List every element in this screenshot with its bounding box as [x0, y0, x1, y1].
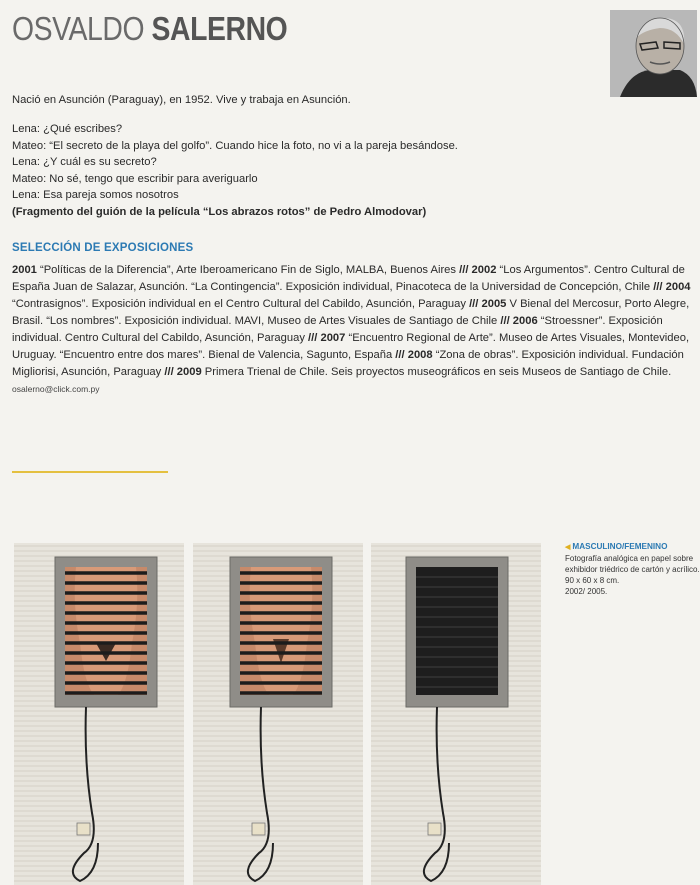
exhibition-year: 2006: [512, 315, 538, 327]
exhibition-year: 2007: [320, 332, 346, 344]
separator: ///: [459, 264, 469, 276]
dialog-line: Lena: ¿Qué escribes?: [12, 123, 123, 135]
exhibition-year: 2005: [481, 298, 507, 310]
artwork-caption: [565, 541, 700, 597]
exhibition-text: “Zona de obras”. Exposición individual. Fundación Migliorisi, Asunción, Paraguay: [12, 349, 684, 378]
separator: ///: [653, 281, 663, 293]
exhibition-year: 2001: [12, 264, 37, 276]
caption-line: Fotografía analógica en papel sobre: [565, 554, 694, 563]
film-dialog: [12, 121, 458, 220]
separator: ///: [164, 366, 174, 378]
exhibitions-list: [12, 262, 696, 381]
exhibition-year: 2008: [407, 349, 433, 361]
artist-portrait: [610, 10, 697, 97]
exhibition-text: “Contrasignos”. Exposición individual en el Centro Cultural del Cabildo, Asunción, Paraguay: [12, 298, 470, 310]
dialog-source: (Fragmento del guión de la película “Los abrazos rotos” de Pedro Almodovar): [12, 205, 427, 218]
dialog-line: Mateo: “El secreto de la playa del golfo”. Cuando hice la foto, no vi a la pareja besándose.: [12, 139, 458, 152]
artwork-photo-3: [371, 543, 541, 885]
exhibition-text: Primera Trienal de Chile. Seis proyectos museográficos en seis Museos de Santiago de Chile.: [201, 366, 672, 378]
exhibition-text: “Encuentro Regional de Arte”. Museo de Artes Visuales, Montevideo, Uruguay. “Encuentro entre dos mares”. Bienal de Valencia, Sagunto, España: [12, 332, 690, 361]
exhibition-text: V Bienal del Mercosur, Porto Alegre, Brasil. “Los nombres”. Exposición individual. MAVI, Museo de Artes Visuales de Santiago de Chile: [12, 298, 690, 327]
separator: ///: [469, 298, 479, 310]
exhibition-year: 2009: [176, 366, 202, 378]
artwork-photo-2: [193, 543, 363, 885]
separator: ///: [308, 332, 318, 344]
exhibition-text: “Stroessner”. Exposición individual. Centro Cultural del Cabildo, Asunción, Paraguay: [12, 315, 663, 344]
exhibition-year: 2002: [471, 264, 497, 276]
section-divider: [12, 471, 168, 473]
artist-name: [12, 10, 287, 48]
separator: ///: [395, 349, 405, 361]
caption-line: 2002/ 2005.: [565, 587, 608, 596]
artist-first-name: OSVALDO: [12, 10, 152, 47]
exhibitions-heading: SELECCIÓN DE EXPOSICIONES: [12, 242, 194, 254]
artist-last-name: SALERNO: [151, 10, 288, 47]
artwork-title: ◀ MASCULINO/FEMENINO: [565, 541, 700, 553]
exhibition-text: “Los Argumentos”. Centro Cultural de España Juan de Salazar, Asunción. “La Contingencia”. Exposición individual, Pinacoteca de la Universidad de Concepción, Chile: [12, 264, 685, 293]
artwork-photo-1: [14, 543, 184, 885]
contact-email[interactable]: osalerno@click.com.py: [12, 384, 100, 394]
caption-line: 90 x 60 x 8 cm.: [565, 576, 620, 585]
dialog-line: Lena: Esa pareja somos nosotros: [12, 189, 179, 201]
separator: ///: [500, 315, 510, 327]
dialog-line: Mateo: No sé, tengo que escribir para averiguarlo: [12, 172, 258, 185]
dialog-line: Lena: ¿Y cuál es su secreto?: [12, 156, 157, 168]
exhibition-year: 2004: [665, 281, 691, 293]
artist-bio: Nació en Asunción (Paraguay), en 1952. Vive y trabaja en Asunción.: [12, 94, 351, 106]
exhibition-text: “Políticas de la Diferencia”, Arte Iberoamericano Fin de Siglo, MALBA, Buenos Aires: [36, 264, 460, 276]
caption-line: exhibidor triédrico de cartón y acrílico.: [565, 565, 700, 574]
